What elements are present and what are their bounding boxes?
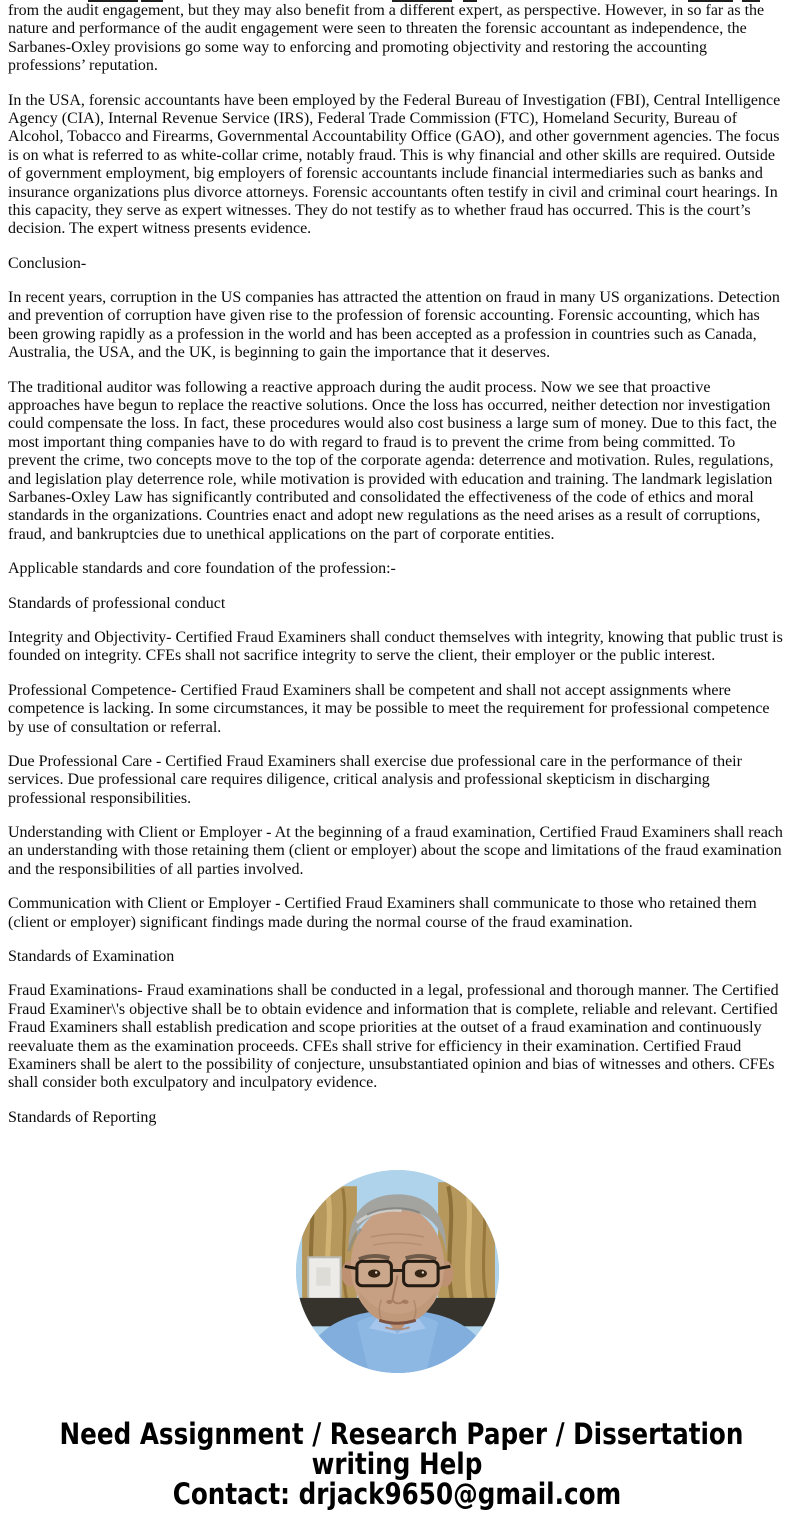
- section-label-conclusion: Conclusion-: [8, 254, 87, 272]
- paragraph: Professional Competence- Certified Fraud Examiners shall be competent and shall not accept assignments where competence is lacking. In some circumstances, it may be possible to meet the requirement for professional competence by use of consultation or referral.: [8, 681, 770, 736]
- article-body: [8, 2, 786, 1127]
- paragraph: Communication with Client or Employer - Certified Fraud Examiners shall communicate to those who retained them (client or employer) significant findings made during the normal course of the fraud examination.: [8, 895, 757, 931]
- paragraph: Fraud Examinations- Fraud examinations shall be conducted in a legal, professional and thorough manner. The Certified Fraud Examiner\'s objective shall be to obtain evidence and information that is complete, reliable and relevant. Certified Fraud Examiners shall establish predication and scope priorities at the outset of a fraud examination and continuously reevaluate them as the examination proceeds. CFEs shall strive for efficiency in their examination. Certified Fraud Examiners shall be alert to the possibility of conjecture, unsubstantiated opinion and bias of witnesses and others. CFEs shall consider both exculpatory and inculpatory evidence.: [8, 982, 779, 1092]
- clipped-previous-line: [0, 0, 794, 2]
- paragraph: from the audit engagement, but they may also benefit from a different expert, as perspective. However, in so far as the nature and performance of the audit engagement were seen to threaten the forensic accountant as independence, the Sarbanes-Oxley provisions go some way to enforcing and promoting objectivity and restoring the accounting professions’ reputation.: [8, 2, 765, 75]
- paragraph: Understanding with Client or Employer - At the beginning of a fraud examination, Certified Fraud Examiners shall reach an understanding with those retaining them (client or employer) about the scope and limitations of the fraud examination and the responsibilities of all parties involved.: [8, 824, 783, 878]
- profile-photo: [296, 1170, 499, 1373]
- paragraph: In recent years, corruption in the US companies has attracted the attention on fraud in many US organizations. Detection and prevention of corruption have given rise to the profession of forensic accounting. Forensic accounting, which has been growing rapidly as a profession in the world and has been accepted as a profession in countries such as Canada, Australia, the USA, and the UK, is beginning to gain the importance that it deserves.: [8, 289, 780, 362]
- paragraph: Integrity and Objectivity- Certified Fraud Examiners shall conduct themselves with integrity, knowing that public trust is founded on integrity. CFEs shall not sacrifice integrity to serve the client, their employer or the public interest.: [8, 628, 783, 665]
- paragraph: In the USA, forensic accountants have been employed by the Federal Bureau of Investigation (FBI), Central Intelligence Agency (CIA), Internal Revenue Service (IRS), Federal Trade Commission (FTC), Homeland Security, Bureau of Alcohol, Tobacco and Firearms, Governmental Accountability Office (GAO), and other government agencies. The focus is on what is referred to as white-collar crime, notably fraud. This is why financial and other skills are required. Outside of government employment, big employers of forensic accountants include financial intermediaries such as banks and insurance organizations plus divorce attorneys. Forensic accountants often testify in civil and criminal court hearings. In this capacity, they serve as expert witnesses. They do not testify as to whether fraud has occurred. This is the court’s decision. The expert witness presents evidence.: [8, 91, 781, 238]
- promo-heading: [0, 1417, 794, 1512]
- section-label-applicable-standards: Applicable standards and core foundation of the profession:-: [8, 560, 396, 578]
- promo-heading-line-1: Need Assignment / Research Paper / Dissertation: [59, 1417, 744, 1452]
- promo-heading-line-2: writing Help: [311, 1447, 483, 1482]
- profile-photo-illustration: [296, 1170, 499, 1373]
- section-label-standards-of-examination: Standards of Examination: [8, 948, 175, 966]
- paragraph: Due Professional Care - Certified Fraud Examiners shall exercise due professional care in the performance of their services. Due professional care requires diligence, critical analysis and professional skepticism in discharging professional responsibilities.: [8, 752, 742, 807]
- paragraph: The traditional auditor was following a reactive approach during the audit process. Now we see that proactive approaches have begun to replace the reactive solutions. Once the loss has occurred, neither detection nor investigation could compensate the loss. In fact, these procedures would also cost business a large sum of money. Due to this fact, the most important thing companies have to do with regard to fraud is to prevent the crime from being committed. To prevent the crime, two concepts move to the top of the corporate agenda: deterrence and motivation. Rules, regulations, and legislation play deterrence role, while motivation is provided with education and training. The landmark legislation Sarbanes-Oxley Law has significantly contributed and consolidated the effectiveness of the code of ethics and moral standards in the organizations. Countries enact and adopt new regulations as the need arises as a result of corruptions, fraud, and bankruptcies due to unethical applications on the part of corporate entities.: [8, 378, 777, 543]
- section-label-professional-conduct: Standards of professional conduct: [8, 594, 226, 612]
- section-label-standards-of-reporting: Standards of Reporting: [8, 1108, 157, 1126]
- contact-email-line: Contact: drjack9650@gmail.com: [172, 1477, 622, 1512]
